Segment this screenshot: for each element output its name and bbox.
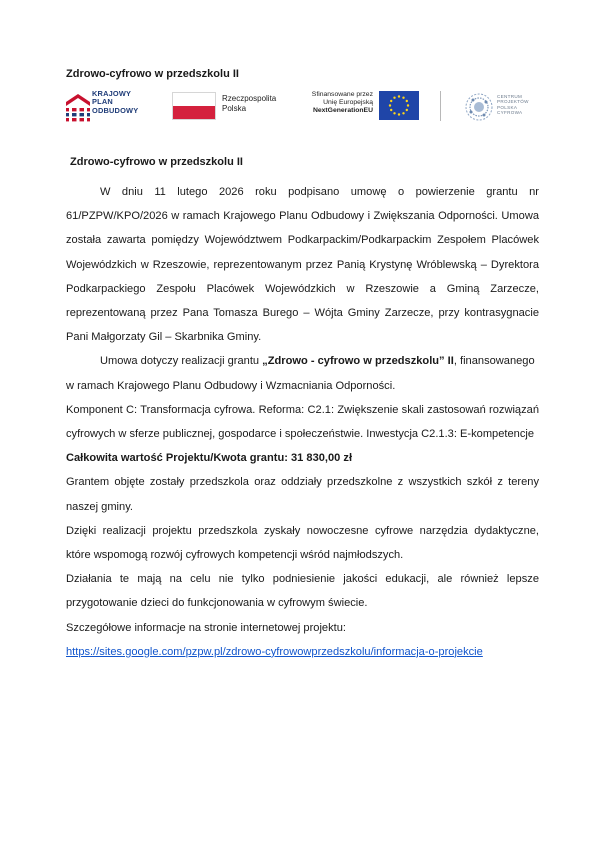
eu-star-icon [398,95,400,97]
cppc-line-1: CENTRUM [497,94,523,99]
grant-scope-end: , finansowanego w ramach Krajowego Planu Odbudowy i Wzmacniania Odporności. [66,355,535,392]
paragraph-agreement: W dniu 11 lutego 2026 roku podpisano umowę o powierzenie grantu nr 61/PZPW/KPO/2026 w ramach Krajowego Planu Odbudowy i Zwiększania Odporności. Umowa została zawarta pomiędzy Województwem Podkarpackim/Podkarpackim Zespołem Placówek Wojewódzkich w Rzeszowie, reprezentowanym przez Panią Krystynę Wróblewską – Dyrektora Podkarpackiego Zespołu Placówek Wojewódzkich w Rzeszowie a Gminą Zarzecze, reprezentowaną przez Pana Tomasza Burego – Wójta Gminy Zarzecze, przy kontrasygnacie Pani Małgorzaty Gil – Skarbnika Gminy. [66,186,539,344]
paragraph-component: Komponent C: Transformacja cyfrowa. Reforma: C2.1: Zwiększenie skali zastosowań rozwiązań cyfrowych w sferze publicznej, gospodarce i społeczeństwie. Inwestycja C2.1.3: E-kompetencje [66,403,539,441]
eu-star-icon [390,109,392,111]
logo-divider [440,91,441,121]
eu-flag-icon [379,91,419,120]
document-body [66,180,539,664]
rp-line-2: Polska [222,103,247,113]
kpo-logo-text [92,90,138,115]
eu-logo-text [299,91,373,115]
eu-line-1: Sfinansowane przez [311,91,373,98]
eu-star-icon [402,112,404,114]
cppc-globe-icon [464,92,494,122]
paragraph-beneficiaries: Grantem objęte zostały przedszkola oraz oddziały przedszkolne z wszystkich szkół z tereny naszej gminy. [66,476,539,513]
cppc-line-2: PROJEKTÓW [497,99,529,105]
rp-logo-text [222,94,276,113]
project-website-link[interactable]: https://sites.google.com/pzpw.pl/zdrowo-cyfrowowprzedszkolu/informacja-o-projekcie [66,645,483,658]
eu-star-icon [390,100,392,102]
document-title: Zdrowo-cyfrowo w przedszkolu II [70,156,243,168]
eu-star-icon [407,104,409,106]
eu-line-3: NextGenerationEU [312,107,373,114]
grant-scope-start: Umowa dotyczy realizacji grantu [100,355,263,368]
eu-star-icon [402,97,404,99]
rp-logo [172,92,282,122]
grant-name: „Zdrowo - cyfrowo w przedszkolu” II [262,355,454,368]
eu-star-icon [398,113,400,115]
kpo-emblem-icon [66,92,90,122]
eu-logo [299,90,419,124]
eu-star-icon [393,112,395,114]
polish-flag-icon [172,92,216,120]
eu-star-icon [389,104,391,106]
cppc-line-4: CYFROWA [497,110,523,116]
paragraph-grant-value: Całkowita wartość Projektu/Kwota grantu: 31 830,00 zł [66,452,353,465]
paragraph-more-info: Szczegółowe informacje na stronie internetowej projektu: [66,621,346,634]
kpo-line-3: ODBUDOWY [92,105,139,115]
header-title: Zdrowo-cyfrowo w przedszkolu II [66,68,239,80]
kpo-logo [66,90,162,124]
paragraph-link [66,640,539,664]
cppc-line-3: POLSKA [497,104,518,110]
kpo-line-1: KRAJOWY [92,89,132,98]
cppc-logo-text [497,94,529,116]
eu-line-2: Unię Europejską [323,99,373,106]
funding-logo-bar [66,90,546,124]
paragraph-goals: Działania te mają na celu nie tylko podniesienie jakości edukacji, ale również lepsze przygotowanie dzieci do funkcjonowania w cyfrowym świecie. [66,573,539,610]
eu-star-icon [406,100,408,102]
eu-star-icon [393,97,395,99]
rp-line-1: Rzeczpospolita [222,94,277,103]
kpo-line-2: PLAN [92,97,113,107]
paragraph-outcomes: Dzięki realizacji projektu przedszkola zyskały nowoczesne cyfrowe narzędzia dydaktyczne, które wspomogą rozwój cyfrowych kompetencji wśród najmłodszych. [66,524,539,562]
eu-star-icon [406,109,408,111]
cppc-logo [464,91,548,123]
paragraph-grant-scope [66,349,539,397]
